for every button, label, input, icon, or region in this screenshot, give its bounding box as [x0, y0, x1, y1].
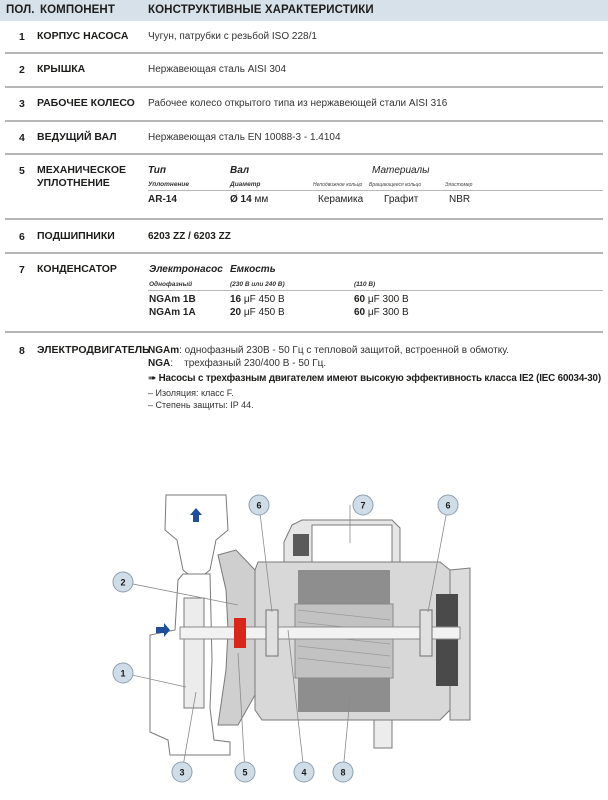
row-component: КОРПУС НАСОСА — [37, 30, 129, 42]
capacitor-110-unit: μF 300 В — [367, 294, 409, 305]
row-component: ЭЛЕКТРОДВИГАТЕЛЬ — [37, 344, 150, 356]
callout-4 — [294, 762, 314, 782]
callout-6-front — [249, 495, 269, 515]
fan — [436, 594, 458, 686]
svg-text:8: 8 — [340, 767, 346, 778]
capacitor-capacity-label: Емкость — [230, 264, 276, 275]
stator-bottom — [298, 678, 390, 712]
seal-type-label: Тип — [148, 165, 166, 176]
svg-text:7: 7 — [360, 500, 366, 511]
stator-top — [298, 570, 390, 604]
row-description: Нержавеющая сталь AISI 304 — [148, 64, 287, 75]
seal-type-value: AR-14 — [148, 194, 177, 205]
row-description: Рабочее колесо открытого типа из нержавеющей стали AISI 316 — [148, 98, 448, 109]
seal-shaft-value — [230, 194, 268, 205]
callout-6-rear — [438, 495, 458, 515]
pump-cross-section-diagram — [0, 470, 608, 800]
svg-text:1: 1 — [120, 668, 126, 679]
row-description: 6203 ZZ / 6203 ZZ — [148, 231, 231, 242]
header-pos: ПОЛ. — [6, 4, 35, 16]
capacitor-110-value — [354, 307, 409, 318]
header-component: КОМПОНЕНТ — [40, 4, 115, 16]
capacitor-110-unit: μF 300 В — [367, 307, 409, 318]
row-separator — [5, 252, 603, 254]
capacitor-110-value — [354, 294, 409, 305]
row-separator — [5, 153, 603, 155]
table-header — [0, 0, 608, 21]
svg-text:5: 5 — [242, 767, 248, 778]
capacitor-230-number: 16 — [230, 294, 242, 305]
seal-shaft-unit: мм — [254, 194, 269, 205]
capacitor-phase-label: Однофазный — [149, 281, 193, 288]
capacitor-230-value — [230, 307, 285, 318]
capacitor-voltage-110: (110 В) — [354, 281, 376, 288]
motor-insulation: – Изоляция: класс F. — [148, 388, 234, 398]
seal-shaft-label: Вал — [230, 165, 250, 176]
capacitor-230-number: 20 — [230, 307, 242, 318]
svg-text:4: 4 — [301, 767, 307, 778]
svg-text:6: 6 — [256, 500, 262, 511]
row-component-line1: МЕХАНИЧЕСКОЕ — [37, 164, 127, 176]
row-number: 1 — [19, 31, 25, 43]
mechanical-seal — [234, 618, 246, 648]
capacitor-voltage-230: (230 В или 240 В) — [230, 281, 285, 288]
seal-type-sub: Уплотнение — [148, 181, 189, 188]
callout-2 — [113, 572, 133, 592]
capacitor-230-value — [230, 294, 285, 305]
row-component: КРЫШКА — [37, 63, 86, 75]
svg-text:6: 6 — [445, 500, 451, 511]
impeller — [184, 598, 204, 708]
motor-nga-line — [148, 358, 326, 369]
row-component: РАБОЧЕЕ КОЛЕСО — [37, 97, 135, 109]
seal-rotating-ring-label: Вращающееся кольцо — [369, 182, 422, 188]
capacitor-110-number: 60 — [354, 307, 366, 318]
row-separator — [5, 52, 603, 54]
row-component: ВЕДУЩИЙ ВАЛ — [37, 131, 117, 143]
motor-nga-label: NGA — [148, 358, 171, 369]
seal-shaft-sub: Диаметр — [230, 181, 261, 188]
bearing-front — [266, 610, 278, 656]
drive-shaft — [180, 627, 460, 639]
capacitor-model-name: NGAm 1A — [149, 307, 196, 318]
row-separator — [5, 86, 603, 88]
row-number: 5 — [19, 165, 25, 177]
capacitor-230-unit: μF 450 В — [243, 307, 285, 318]
row-number: 4 — [19, 132, 25, 144]
seal-sub-separator — [148, 190, 603, 191]
capacitor-model-name: NGAm 1B — [149, 294, 196, 305]
callout-3 — [172, 762, 192, 782]
seal-stationary-ring-label: Неподвижное кольцо — [313, 182, 363, 188]
row-number: 7 — [19, 264, 25, 276]
motor-nga-text: : трехфазный 230/400 В - 50 Гц. — [170, 358, 327, 369]
header-characteristics: КОНСТРУКТИВНЫЕ ХАРАКТЕРИСТИКИ — [148, 4, 374, 16]
motor-protection: – Степень защиты: IP 44. — [148, 400, 254, 410]
motor-foot — [374, 720, 392, 748]
callout-5 — [235, 762, 255, 782]
capacitor-block — [312, 525, 392, 562]
row-description: Чугун, патрубки с резьбой ISO 228/1 — [148, 31, 317, 42]
seal-rotating-value: Графит — [384, 194, 419, 205]
motor-ngam-label: NGAm — [148, 345, 180, 356]
seal-materials-label: Материалы — [372, 165, 430, 176]
callout-8 — [333, 762, 353, 782]
row-component: КОНДЕНСАТОР — [37, 263, 117, 275]
row-component-line2: УПЛОТНЕНИЕ — [37, 177, 110, 189]
row-number: 6 — [19, 231, 25, 243]
capacitor-230-unit: μF 450 В — [243, 294, 285, 305]
seal-elastomer-label: Эластомер — [445, 182, 473, 188]
row-separator — [5, 120, 603, 122]
row-separator — [5, 218, 603, 220]
callout-1 — [113, 663, 133, 683]
terminal-connector — [293, 534, 309, 556]
callout-7 — [353, 495, 373, 515]
bearing-rear — [420, 610, 432, 656]
motor-ngam-line — [148, 345, 509, 356]
motor-efficiency-note: ➠ Насосы с трехфазным двигателем имеют высокую эффективность класса IE2 (IEC 60034-30) — [148, 373, 601, 384]
capacitor-110-number: 60 — [354, 294, 366, 305]
seal-shaft-diameter: Ø 14 — [230, 194, 252, 205]
seal-stationary-value: Керамика — [318, 194, 364, 205]
svg-text:3: 3 — [179, 767, 185, 778]
seal-elastomer-value: NBR — [449, 194, 471, 205]
capacitor-pump-label: Электронасос — [149, 264, 223, 275]
motor-ngam-text: : однофазный 230В - 50 Гц с тепловой защитой, встроенной в обмотку. — [179, 345, 509, 356]
row-separator — [5, 331, 603, 333]
row-description: Нержавеющая сталь EN 10088-3 - 1.4104 — [148, 132, 341, 143]
capacitor-sub-separator — [148, 290, 603, 291]
row-component: ПОДШИПНИКИ — [37, 230, 115, 242]
svg-text:2: 2 — [120, 577, 126, 588]
row-number: 8 — [19, 345, 25, 357]
row-number: 3 — [19, 98, 25, 110]
discharge-port — [165, 495, 228, 574]
row-number: 2 — [19, 64, 25, 76]
